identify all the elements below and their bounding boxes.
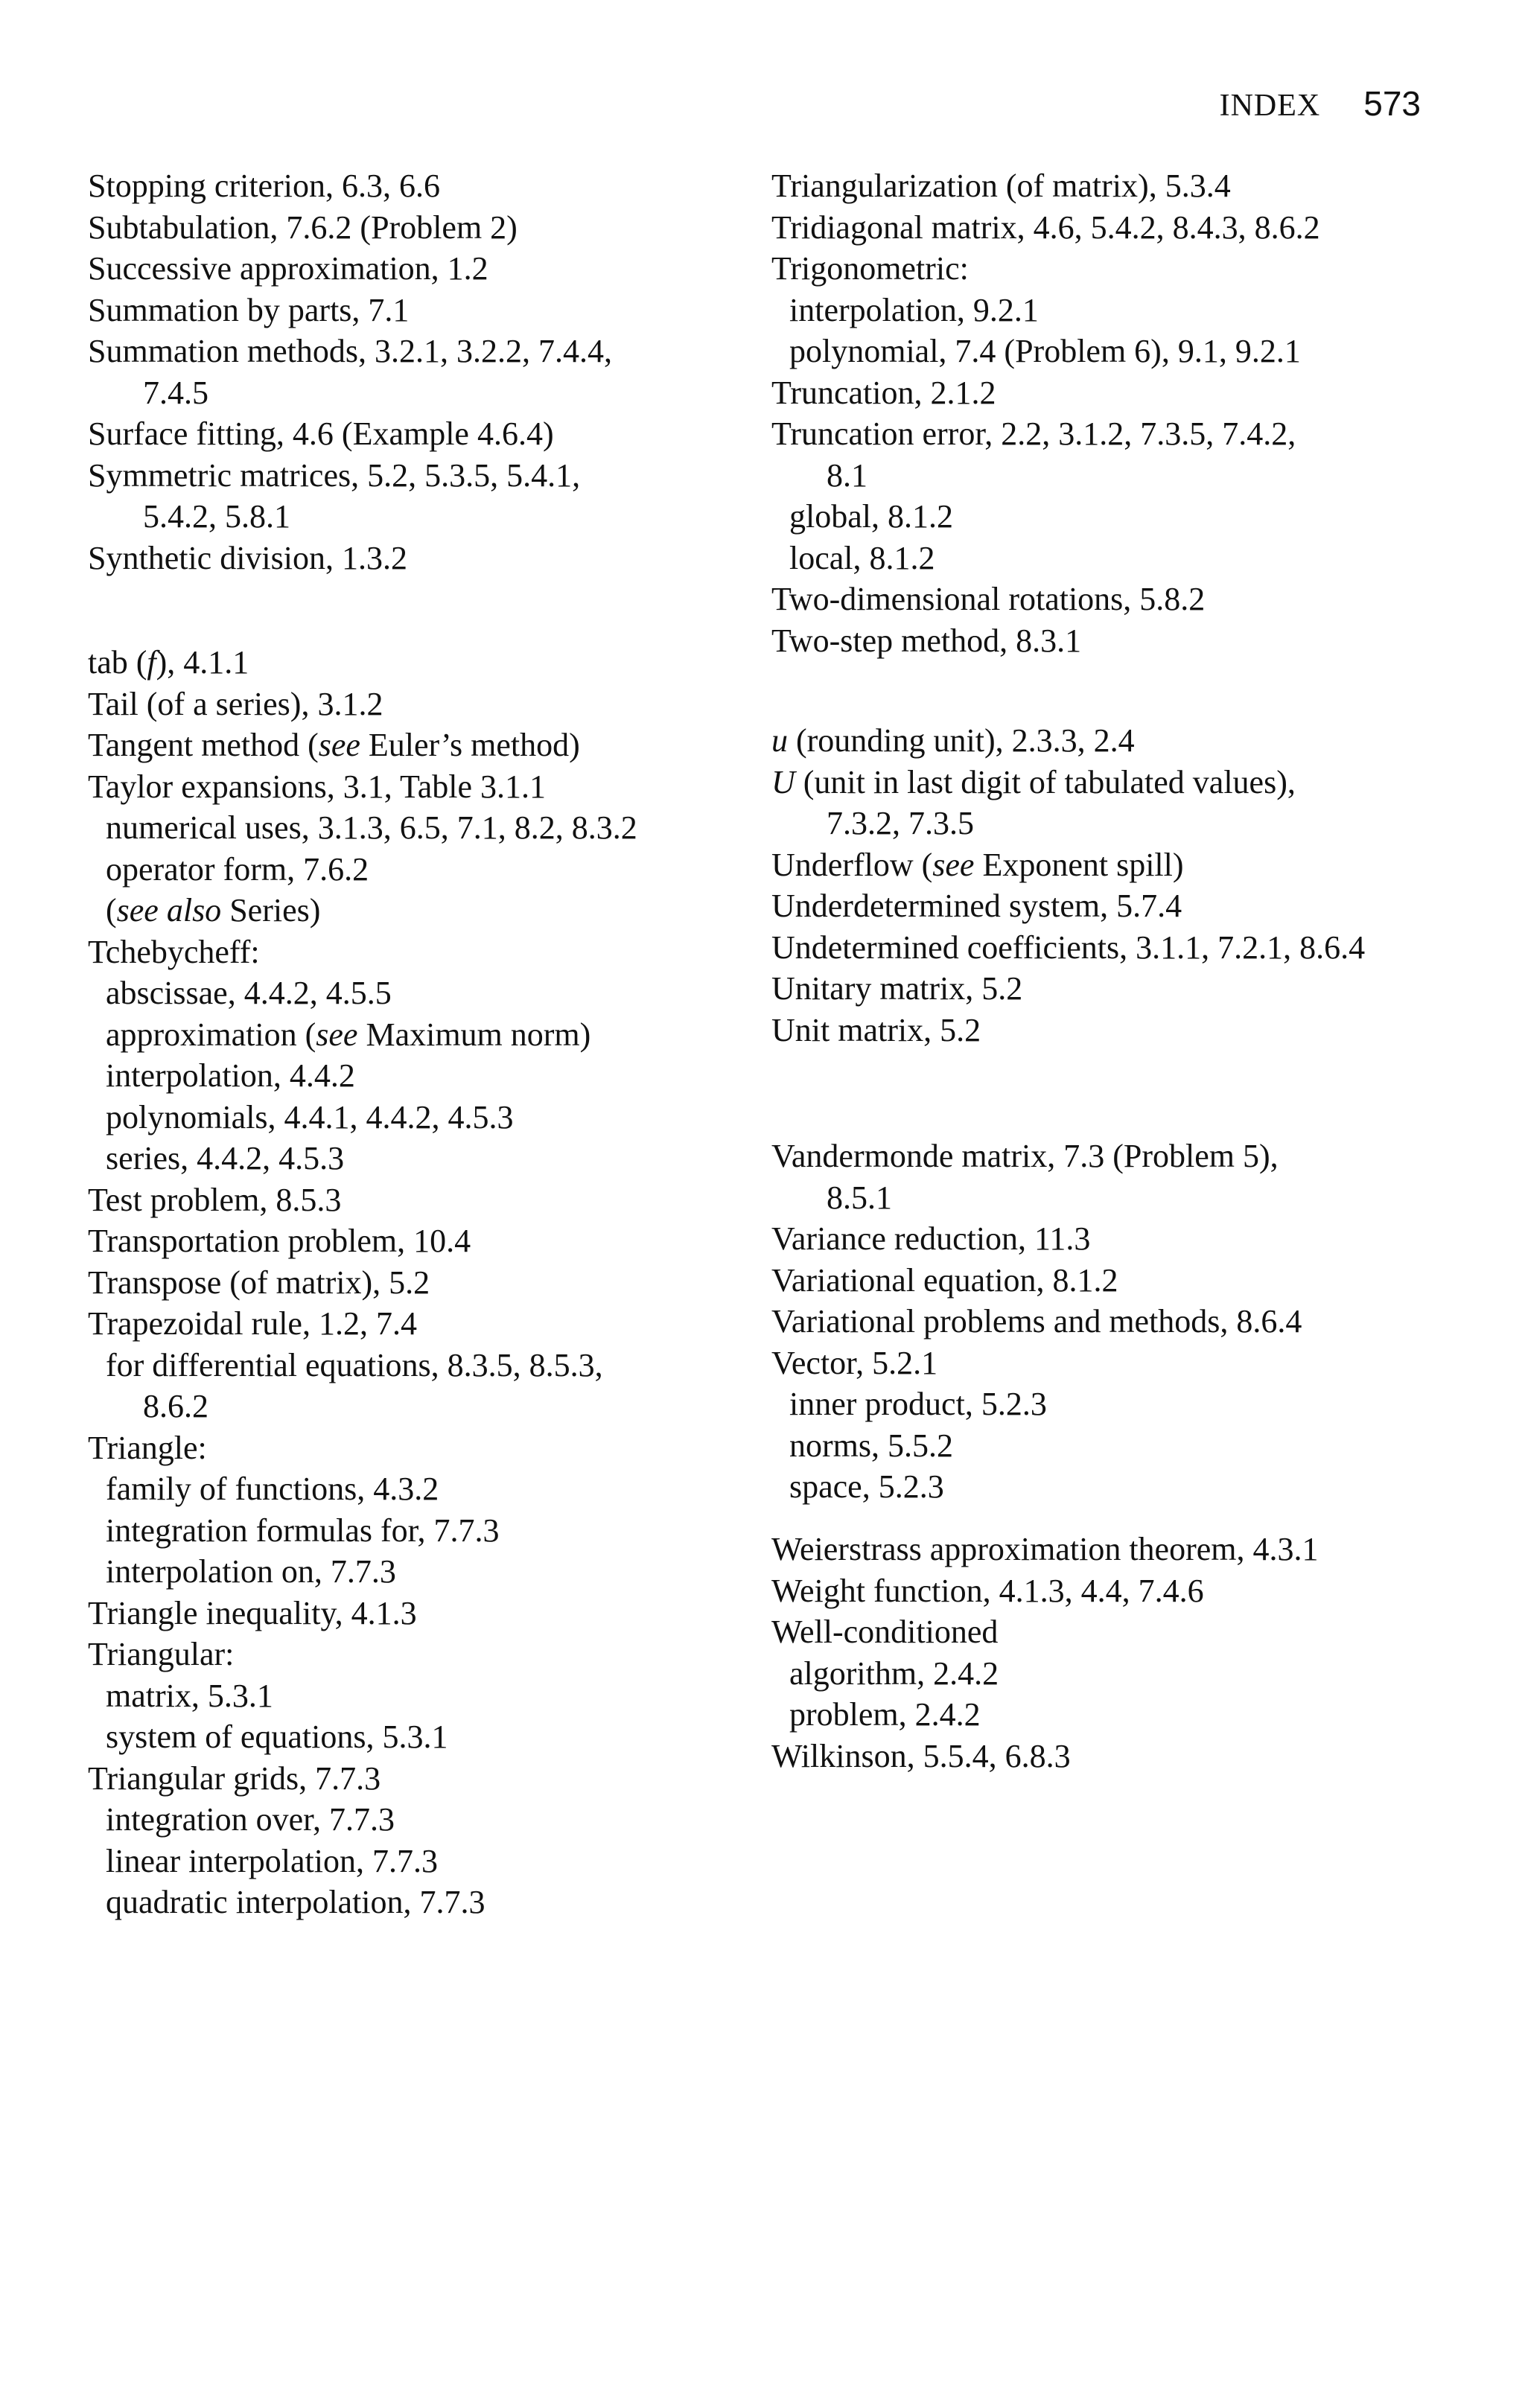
running-head bbox=[1220, 83, 1421, 128]
index-subentry bbox=[88, 1551, 637, 1593]
index-text: Test problem, 8.5.3 bbox=[88, 1181, 342, 1218]
index-entry bbox=[88, 538, 612, 579]
index-text: 7.3.2, 7.3.5 bbox=[827, 805, 974, 841]
index-entry bbox=[88, 1758, 637, 1800]
index-text: Summation by parts, 7.1 bbox=[88, 291, 410, 328]
index-subentry bbox=[771, 1383, 1302, 1425]
index-text: Series) bbox=[221, 892, 321, 929]
index-text: Tridiagonal matrix, 4.6, 5.4.2, 8.4.3, 8.6.2 bbox=[771, 208, 1320, 246]
index-text: Underdetermined system, 5.7.4 bbox=[771, 888, 1182, 924]
index-subentry bbox=[88, 807, 637, 849]
index-entry bbox=[88, 1303, 637, 1345]
index-entry bbox=[88, 642, 637, 684]
index-text: Tangent method ( bbox=[88, 727, 319, 763]
index-text: linear interpolation, 7.7.3 bbox=[106, 1842, 438, 1879]
index-text: Well-conditioned bbox=[771, 1614, 999, 1650]
index-entry bbox=[771, 844, 1365, 886]
index-entry bbox=[771, 720, 1365, 762]
index-entry bbox=[88, 1220, 637, 1262]
index-text: Tail (of a series), 3.1.2 bbox=[88, 685, 383, 722]
index-text: Variational equation, 8.1.2 bbox=[771, 1261, 1118, 1299]
index-text: Summation methods, 3.2.1, 3.2.2, 7.4.4, bbox=[88, 333, 612, 369]
index-subentry bbox=[771, 1694, 1319, 1736]
index-subentry bbox=[88, 972, 637, 1014]
index-entry bbox=[88, 248, 612, 290]
index-italic-text: see bbox=[316, 1016, 358, 1053]
index-entry bbox=[771, 762, 1365, 803]
index-text: Truncation error, 2.2, 3.1.2, 7.3.5, 7.4.2, bbox=[771, 415, 1296, 452]
index-text: global, 8.1.2 bbox=[789, 498, 953, 535]
index-text: numerical uses, 3.1.3, 6.5, 7.1, 8.2, 8.3.2 bbox=[106, 809, 637, 846]
index-italic-text: U bbox=[771, 763, 795, 800]
index-subentry bbox=[88, 1841, 637, 1882]
index-entry bbox=[88, 931, 637, 973]
index-italic-text: see also bbox=[116, 892, 222, 929]
index-text: Euler’s method) bbox=[360, 727, 580, 763]
index-text: polynomial, 7.4 (Problem 6), 9.1, 9.2.1 bbox=[789, 333, 1301, 369]
index-text: Transpose (of matrix), 5.2 bbox=[88, 1264, 430, 1301]
index-text: 8.1 bbox=[827, 456, 867, 494]
index-text: approximation ( bbox=[106, 1016, 316, 1053]
index-subentry bbox=[771, 331, 1320, 372]
index-entry bbox=[771, 927, 1365, 969]
index-letter-group bbox=[88, 165, 612, 579]
index-text: Triangular grids, 7.7.3 bbox=[88, 1759, 381, 1797]
index-text: space, 5.2.3 bbox=[789, 1468, 944, 1505]
index-entry-continuation bbox=[771, 1177, 1302, 1219]
index-text: Subtabulation, 7.6.2 (Problem 2) bbox=[88, 208, 518, 246]
index-text: Two-dimensional rotations, 5.8.2 bbox=[771, 581, 1206, 617]
index-entry bbox=[88, 455, 612, 497]
index-text: Synthetic division, 1.3.2 bbox=[88, 539, 407, 576]
index-text: interpolation on, 7.7.3 bbox=[106, 1553, 396, 1590]
index-text: Unit matrix, 5.2 bbox=[771, 1011, 981, 1048]
index-letter-group bbox=[88, 642, 637, 1923]
index-text: Triangular: bbox=[88, 1636, 235, 1672]
index-entry-continuation bbox=[88, 496, 612, 538]
index-text: Truncation, 2.1.2 bbox=[771, 374, 996, 411]
index-text: integration over, 7.7.3 bbox=[106, 1801, 395, 1838]
index-entry-continuation bbox=[771, 455, 1320, 497]
index-subentry bbox=[88, 1675, 637, 1717]
index-text: Surface fitting, 4.6 (Example 4.6.4) bbox=[88, 415, 554, 452]
index-subentry bbox=[88, 1055, 637, 1097]
index-subentry bbox=[771, 538, 1320, 579]
index-text: for differential equations, 8.3.5, 8.5.3, bbox=[106, 1346, 603, 1383]
index-entry bbox=[88, 1593, 637, 1634]
index-subentry bbox=[88, 849, 637, 891]
index-subentry bbox=[88, 1097, 637, 1138]
index-entry bbox=[771, 885, 1365, 927]
index-text: algorithm, 2.4.2 bbox=[789, 1654, 999, 1692]
index-entry bbox=[88, 165, 612, 207]
index-text: Tchebycheff: bbox=[88, 933, 260, 970]
index-text: Trigonometric: bbox=[771, 250, 969, 287]
index-subentry bbox=[88, 1882, 637, 1923]
index-text: Trapezoidal rule, 1.2, 7.4 bbox=[88, 1305, 417, 1342]
index-entry bbox=[771, 1529, 1319, 1570]
index-subentry bbox=[88, 1468, 637, 1510]
index-subentry bbox=[88, 1716, 637, 1758]
index-text: Variational problems and methods, 8.6.4 bbox=[771, 1303, 1302, 1340]
index-subentry bbox=[88, 1138, 637, 1179]
index-entry bbox=[88, 413, 612, 455]
index-entry bbox=[771, 1260, 1302, 1302]
index-text: Triangularization (of matrix), 5.3.4 bbox=[771, 168, 1231, 204]
index-text: Weight function, 4.1.3, 4.4, 7.4.6 bbox=[771, 1572, 1204, 1609]
index-letter-group bbox=[771, 165, 1320, 661]
index-text: local, 8.1.2 bbox=[789, 539, 935, 576]
index-letter-group bbox=[771, 720, 1365, 1051]
index-text: ( bbox=[106, 892, 117, 929]
index-text: Unitary matrix, 5.2 bbox=[771, 970, 1023, 1007]
index-subentry bbox=[88, 1799, 637, 1841]
index-entry bbox=[771, 1342, 1302, 1384]
page-number: 573 bbox=[1363, 84, 1421, 123]
index-text: family of functions, 4.3.2 bbox=[106, 1471, 439, 1507]
index-text: 8.5.1 bbox=[827, 1179, 892, 1216]
index-subentry bbox=[771, 290, 1320, 331]
index-text: abscissae, 4.4.2, 4.5.5 bbox=[106, 975, 392, 1011]
index-text: Triangle: bbox=[88, 1429, 207, 1466]
index-text: problem, 2.4.2 bbox=[789, 1696, 981, 1733]
index-entry bbox=[88, 724, 637, 766]
index-entry bbox=[771, 248, 1320, 290]
index-subentry bbox=[771, 1466, 1302, 1508]
index-entry bbox=[88, 1262, 637, 1304]
index-entry bbox=[771, 579, 1320, 620]
index-text: 8.6.2 bbox=[143, 1388, 208, 1424]
index-entry bbox=[771, 1135, 1302, 1177]
index-text: Stopping criterion, 6.3, 6.6 bbox=[88, 168, 440, 204]
index-subentry bbox=[88, 1014, 637, 1056]
index-text: inner product, 5.2.3 bbox=[789, 1386, 1047, 1422]
index-text: Vector, 5.2.1 bbox=[771, 1344, 938, 1381]
index-subentry bbox=[88, 890, 637, 931]
index-text: Wilkinson, 5.5.4, 6.8.3 bbox=[771, 1737, 1071, 1774]
index-text: interpolation, 9.2.1 bbox=[789, 291, 1039, 328]
index-italic-text: u bbox=[771, 722, 788, 759]
index-text: Undetermined coefficients, 3.1.1, 7.2.1, 8.6.4 bbox=[771, 929, 1366, 966]
index-entry bbox=[88, 766, 637, 808]
index-text: Two-step method, 8.3.1 bbox=[771, 622, 1082, 659]
index-entry bbox=[88, 684, 637, 725]
index-entry bbox=[771, 372, 1320, 414]
index-italic-text: f bbox=[147, 644, 156, 681]
index-subentry bbox=[771, 1425, 1302, 1467]
index-entry bbox=[771, 1218, 1302, 1260]
index-text: Exponent spill) bbox=[974, 846, 1184, 883]
index-entry bbox=[771, 1736, 1319, 1777]
index-entry bbox=[88, 1634, 637, 1675]
index-entry bbox=[771, 968, 1365, 1010]
index-entry bbox=[771, 1301, 1302, 1342]
index-letter-group bbox=[771, 1529, 1319, 1777]
index-text: Vandermonde matrix, 7.3 (Problem 5), bbox=[771, 1138, 1279, 1174]
index-entry bbox=[88, 331, 612, 372]
index-text: Maximum norm) bbox=[357, 1016, 591, 1053]
index-text: Taylor expansions, 3.1, Table 3.1.1 bbox=[88, 768, 547, 805]
index-entry bbox=[771, 165, 1320, 207]
index-text: interpolation, 4.4.2 bbox=[106, 1057, 355, 1094]
index-text: Transportation problem, 10.4 bbox=[88, 1223, 471, 1259]
index-entry-continuation bbox=[88, 372, 612, 414]
index-text: (unit in last digit of tabulated values), bbox=[795, 763, 1296, 800]
index-text: series, 4.4.2, 4.5.3 bbox=[106, 1140, 345, 1176]
index-subentry bbox=[88, 1510, 637, 1552]
index-text: 7.4.5 bbox=[143, 374, 208, 411]
index-text: Underflow ( bbox=[771, 846, 933, 883]
index-text: Successive approximation, 1.2 bbox=[88, 250, 488, 287]
index-entry bbox=[88, 1427, 637, 1469]
running-head-title: INDEX bbox=[1219, 89, 1321, 123]
index-entry bbox=[771, 1570, 1319, 1612]
index-entry bbox=[88, 1179, 637, 1221]
index-entry bbox=[771, 207, 1320, 249]
index-entry-continuation bbox=[88, 1386, 637, 1427]
index-text: Triangle inequality, 4.1.3 bbox=[88, 1594, 417, 1631]
index-text: operator form, 7.6.2 bbox=[106, 850, 369, 888]
index-text: system of equations, 5.3.1 bbox=[106, 1719, 448, 1755]
index-entry bbox=[88, 207, 612, 249]
index-text: quadratic interpolation, 7.7.3 bbox=[106, 1884, 485, 1920]
index-text: Symmetric matrices, 5.2, 5.3.5, 5.4.1, bbox=[88, 456, 581, 494]
index-entry bbox=[88, 290, 612, 331]
index-italic-text: see bbox=[932, 846, 975, 883]
index-italic-text: see bbox=[318, 727, 360, 763]
index-text: matrix, 5.3.1 bbox=[106, 1677, 273, 1714]
index-letter-group bbox=[771, 1135, 1302, 1508]
index-text: Variance reduction, 11.3 bbox=[771, 1220, 1091, 1257]
index-subentry bbox=[771, 1653, 1319, 1695]
index-entry bbox=[771, 1611, 1319, 1653]
index-entry bbox=[771, 620, 1320, 662]
index-entry-continuation bbox=[771, 803, 1365, 844]
index-subentry bbox=[771, 496, 1320, 538]
index-text: integration formulas for, 7.7.3 bbox=[106, 1512, 500, 1549]
index-entry bbox=[771, 1010, 1365, 1051]
index-text: Weierstrass approximation theorem, 4.3.1 bbox=[771, 1531, 1319, 1567]
index-text: 5.4.2, 5.8.1 bbox=[143, 498, 290, 535]
index-text: norms, 5.5.2 bbox=[789, 1427, 953, 1464]
index-text: tab ( bbox=[88, 644, 147, 681]
index-entry bbox=[771, 413, 1320, 455]
index-text: (rounding unit), 2.3.3, 2.4 bbox=[788, 722, 1135, 759]
index-text: polynomials, 4.4.1, 4.4.2, 4.5.3 bbox=[106, 1098, 514, 1135]
index-subentry bbox=[88, 1345, 637, 1386]
index-text: ), 4.1.1 bbox=[156, 644, 249, 681]
